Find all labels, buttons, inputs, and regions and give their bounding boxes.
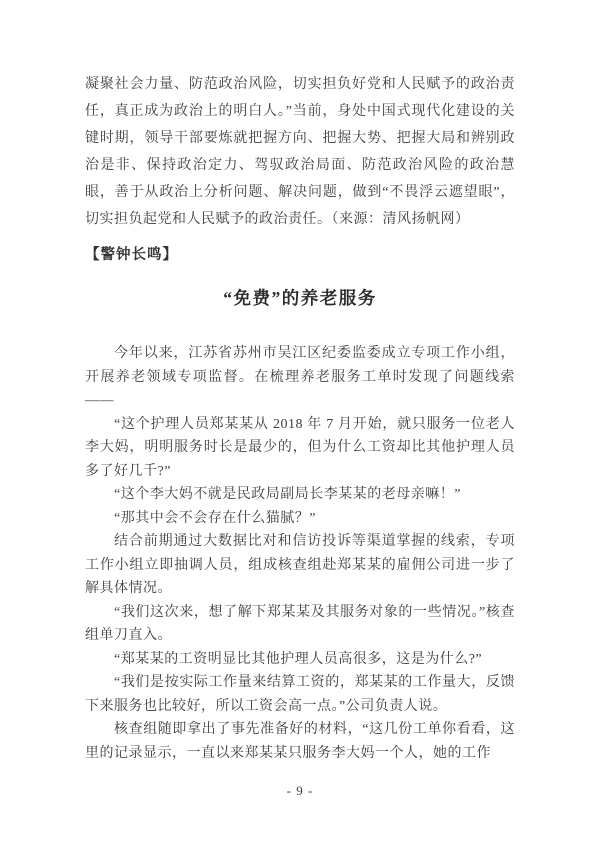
body-paragraph: 今年以来，江苏省苏州市吴江区纪委监委成立专项工作小组，开展养老领域专项监督。在梳理养老服务工单时发现了问题线索——	[85, 346, 515, 408]
continuation-paragraph: 凝聚社会力量、防范政治风险，切实担负好党和人民赋予的政治责任，真正成为政治上的明白人。”当前，身处中国式现代化建设的关键时期，领导干部要炼就把握方向、把握大势、把握大局和辨别政治是非、保持政治定力、驾驭政治局面、防范政治风险的政治慧眼，善于从政治上分析问题、解决问题，做到“不畏浮云遮望眼”，切实担负起党和人民赋予的政治责任。（来源：清风扬帆网）	[85, 77, 515, 227]
body-paragraph: 核查组随即拿出了事先准备好的材料，“这几份工单你看看，这里的记录显示，一直以来郑某某只服务李大妈一个人，她的工作	[85, 722, 515, 761]
body-paragraph: “这个护理人员郑某某从 2018 年 7 月开始，就只服务一位老人李大妈，明明服务时长是最少的，但为什么工资却比其他护理人员多了好几千?”	[85, 416, 515, 479]
body-paragraph: “我们这次来，想了解下郑某某及其服务对象的一些情况。”核查组单刀直入。	[85, 604, 515, 643]
page-content	[85, 71, 515, 765]
article-title: “免费”的养老服务	[223, 288, 377, 308]
body-paragraph: “这个李大妈不就是民政局副局长李某某的老母亲嘛！”	[114, 487, 461, 502]
body-paragraph: 结合前期通过大数据比对和信访投诉等渠道掌握的线索，专项工作小组立即抽调人员，组成核查组赴郑某某的雇佣公司进一步了解具体情况。	[85, 534, 515, 596]
body-paragraph: “我们是按实际工作量来结算工资的，郑某某的工作量大，反馈下来服务也比较好，所以工资会高一点。”公司负责人说。	[85, 675, 515, 714]
body-paragraph: “郑某某的工资明显比其他护理人员高很多，这是为什么?”	[114, 651, 483, 667]
page-number: - 9 -	[286, 783, 314, 798]
section-header: 【警钟长鸣】	[85, 247, 178, 263]
body-paragraph: “那其中会不会存在什么猫腻？”	[114, 510, 316, 526]
article-body	[85, 342, 515, 765]
